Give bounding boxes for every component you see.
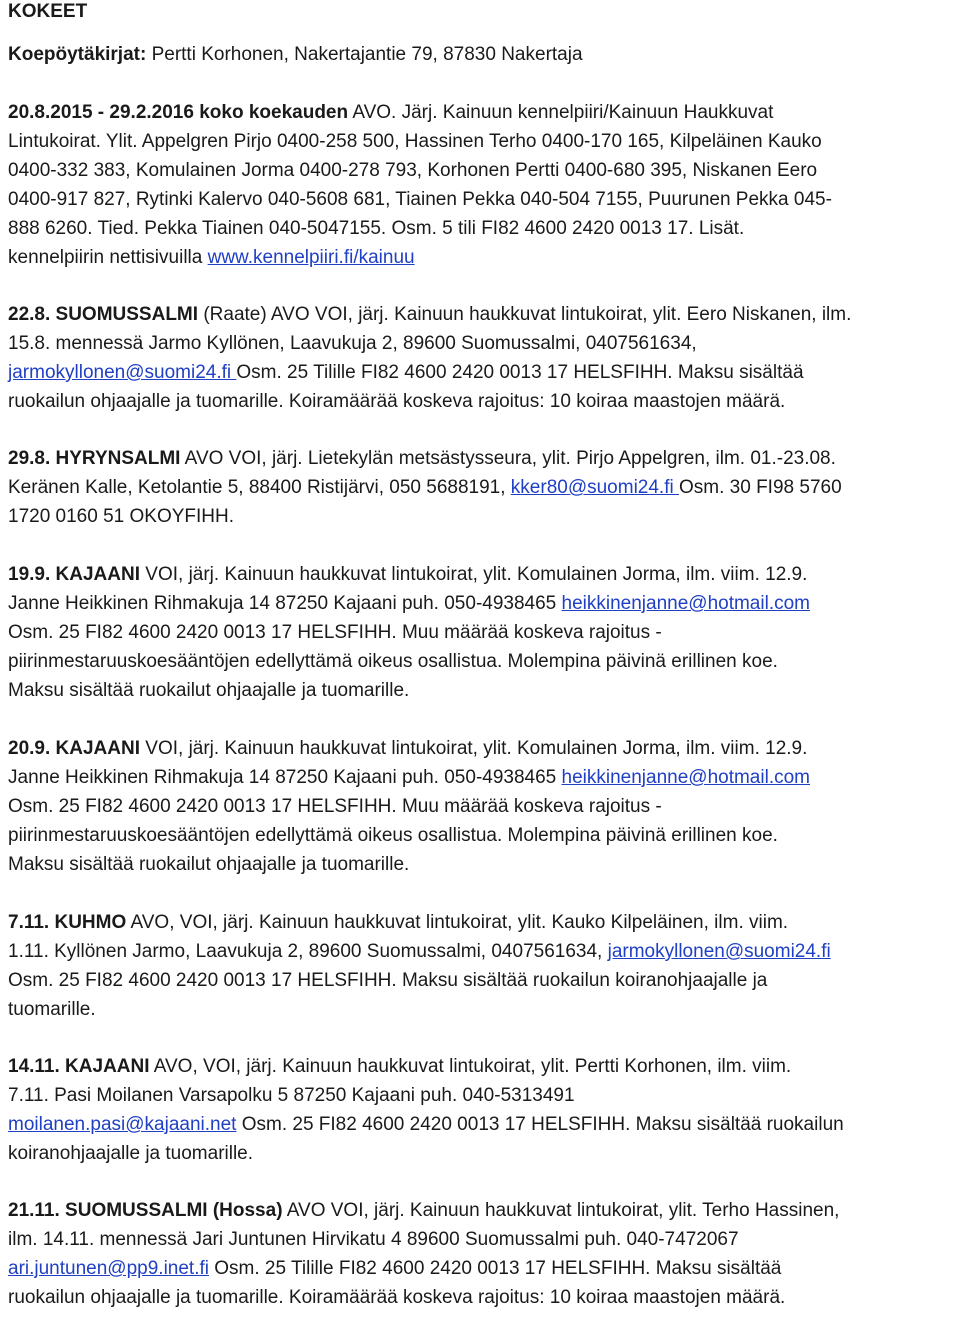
event-heading: Koepöytäkirjat: [8, 44, 147, 65]
text-line [8, 1225, 739, 1254]
text-span: Keränen Kalle, Ketolantie 5, 88400 Ristijärvi, 050 5688191, [8, 477, 511, 498]
email-link[interactable]: ari.juntunen@pp9.inet.fi [8, 1258, 209, 1279]
event-heading: 19.9. KAJAANI [8, 564, 140, 585]
email-link[interactable]: moilanen.pasi@kajaani.net [8, 1114, 237, 1135]
text-span: 0400-332 383, Komulainen Jorma 0400-278 793, Korhonen Pertti 0400-680 395, Niskanen Eero [8, 160, 818, 181]
email-link[interactable]: jarmokyllonen@suomi24.fi [8, 362, 237, 383]
text-span: 888 6260. Tied. Pekka Tiainen 040-5047155. Osm. 5 tili FI82 4600 2420 0013 17. Lisät. [8, 218, 745, 239]
text-span: Osm. 25 Tilille FI82 4600 2420 0013 17 HELSFIHH. Maksu sisältää [236, 362, 804, 383]
event-heading: 20.9. KAJAANI [8, 738, 140, 759]
event-heading: 14.11. KAJAANI [8, 1056, 150, 1077]
text-span: ruokailun ohjaajalle ja tuomarille. Koiramäärää koskeva rajoitus: 10 koiraa maastojen määrä. [8, 391, 786, 412]
text-line [8, 1139, 253, 1168]
text-span: piirinmestaruuskoesääntöjen edellyttämä oikeus osallistua. Molempina päivinä erillinen koe. [8, 825, 778, 846]
text-span: Osm. 25 FI82 4600 2420 0013 17 HELSFIHH. Maksu sisältää ruokailun [236, 1114, 844, 1135]
text-span: VOI, järj. Kainuun haukkuvat lintukoirat, ylit. Komulainen Jorma, ilm. viim. 12.9. [140, 564, 808, 585]
document-title: KOKEET [8, 1, 88, 22]
text-line [8, 214, 744, 243]
text-line [8, 243, 415, 272]
text-span: 15.8. mennessä Jarmo Kyllönen, Laavukuja 2, 89600 Suomussalmi, 0407561634, [8, 333, 697, 354]
text-line [8, 734, 807, 763]
email-link[interactable]: heikkinenjanne@hotmail.com [561, 767, 810, 788]
text-span: 1720 0160 51 OKOYFIHH. [8, 506, 235, 527]
text-line [8, 98, 773, 127]
text-line [8, 647, 778, 676]
text-span: AVO VOI, järj. Lietekylän metsästysseura, ylit. Pirjo Appelgren, ilm. 01.-23.08. [180, 448, 836, 469]
text-span: AVO, VOI, järj. Kainuun haukkuvat lintukoirat, ylit. Kauko Kilpeläinen, ilm. viim. [126, 912, 789, 933]
text-span: 1.11. Kyllönen Jarmo, Laavukuja 2, 89600 Suomussalmi, 0407561634, [8, 941, 608, 962]
text-line [8, 1196, 839, 1225]
text-span: Osm. 25 Tilille FI82 4600 2420 0013 17 HELSFIHH. Maksu sisältää [208, 1258, 782, 1279]
text-line [8, 1110, 844, 1139]
email-link[interactable]: kker80@suomi24.fi [510, 477, 679, 498]
text-line [8, 156, 817, 185]
text-span: Osm. 25 FI82 4600 2420 0013 17 HELSFIHH. Muu määrää koskeva rajoitus - [8, 622, 662, 643]
text-line [8, 1254, 781, 1283]
text-line [8, 329, 697, 358]
text-span: ruokailun ohjaajalle ja tuomarille. Koiramäärää koskeva rajoitus: 10 koiraa maastojen määrä. [8, 1287, 786, 1308]
text-span: Maksu sisältää ruokailut ohjaajalle ja tuomarille. [8, 854, 410, 875]
text-line [8, 473, 842, 502]
text-span: Lintukoirat. Ylit. Appelgren Pirjo 0400-258 500, Hassinen Terho 0400-170 165, Kilpeläinen Kauko [8, 131, 822, 152]
text-span: AVO VOI, järj. Kainuun haukkuvat lintukoirat, ylit. Terho Hassinen, [282, 1200, 840, 1221]
text-line [8, 763, 810, 792]
text-line [8, 676, 409, 705]
text-line [8, 560, 807, 589]
text-span: piirinmestaruuskoesääntöjen edellyttämä oikeus osallistua. Molempina päivinä erillinen koe. [8, 651, 778, 672]
text-line [8, 792, 662, 821]
text-span: 7.11. Pasi Moilanen Varsapolku 5 87250 Kajaani puh. 040-5313491 [8, 1085, 575, 1106]
text-line [8, 908, 788, 937]
text-line [8, 444, 836, 473]
text-span: Janne Heikkinen Rihmakuja 14 87250 Kajaani puh. 050-4938465 [8, 767, 562, 788]
text-line [8, 185, 832, 214]
text-line [8, 127, 822, 156]
event-heading: 22.8. SUOMUSSALMI [8, 304, 199, 325]
email-link[interactable]: jarmokyllonen@suomi24.fi [607, 941, 831, 962]
text-span: Osm. 25 FI82 4600 2420 0013 17 HELSFIHH. Muu määrää koskeva rajoitus - [8, 796, 662, 817]
text-span: (Raate) AVO VOI, järj. Kainuun haukkuvat lintukoirat, ylit. Eero Niskanen, ilm. [198, 304, 852, 325]
text-line [8, 850, 409, 879]
text-span: AVO. Järj. Kainuun kennelpiiri/Kainuun Haukkuvat [348, 102, 774, 123]
text-span: 0400-917 827, Rytinki Kalervo 040-5608 681, Tiainen Pekka 040-504 7155, Puurunen Pekka 045- [8, 189, 832, 210]
event-heading: 21.11. SUOMUSSALMI (Hossa) [8, 1200, 283, 1221]
text-line [8, 937, 831, 966]
email-link[interactable]: heikkinenjanne@hotmail.com [561, 593, 810, 614]
text-line [8, 300, 851, 329]
text-line [8, 1283, 785, 1312]
text-span: kennelpiirin nettisivuilla [8, 247, 208, 268]
text-span: koiranohjaajalle ja tuomarille. [8, 1143, 254, 1164]
email-link[interactable]: www.kennelpiiri.fi/kainuu [207, 247, 415, 268]
event-heading: 20.8.2015 - 29.2.2016 koko koekauden [8, 102, 349, 123]
event-heading: 29.8. HYRYNSALMI [8, 448, 181, 469]
text-line [8, 966, 767, 995]
text-line [8, 821, 778, 850]
text-line [8, 40, 583, 69]
text-line [8, 1052, 791, 1081]
text-span: Janne Heikkinen Rihmakuja 14 87250 Kajaani puh. 050-4938465 [8, 593, 562, 614]
text-span: ilm. 14.11. mennessä Jari Juntunen Hirvikatu 4 89600 Suomussalmi puh. 040-7472067 [8, 1229, 739, 1250]
text-line [8, 1081, 575, 1110]
text-line [8, 387, 785, 416]
text-span: Osm. 25 FI82 4600 2420 0013 17 HELSFIHH. Maksu sisältää ruokailun koiranohjaajalle ja [8, 970, 768, 991]
text-line [8, 358, 804, 387]
text-span: AVO, VOI, järj. Kainuun haukkuvat lintukoirat, ylit. Pertti Korhonen, ilm. viim. [149, 1056, 792, 1077]
event-heading: 7.11. KUHMO [8, 912, 127, 933]
text-line [8, 618, 662, 647]
text-line [8, 995, 96, 1024]
text-span: Maksu sisältää ruokailut ohjaajalle ja tuomarille. [8, 680, 410, 701]
text-line [8, 589, 810, 618]
text-span: Pertti Korhonen, Nakertajantie 79, 87830 Nakertaja [146, 44, 583, 65]
text-span: VOI, järj. Kainuun haukkuvat lintukoirat, ylit. Komulainen Jorma, ilm. viim. 12.9. [140, 738, 808, 759]
text-line [8, 502, 234, 531]
text-span: Osm. 30 FI98 5760 [679, 477, 842, 498]
text-span: tuomarille. [8, 999, 96, 1020]
